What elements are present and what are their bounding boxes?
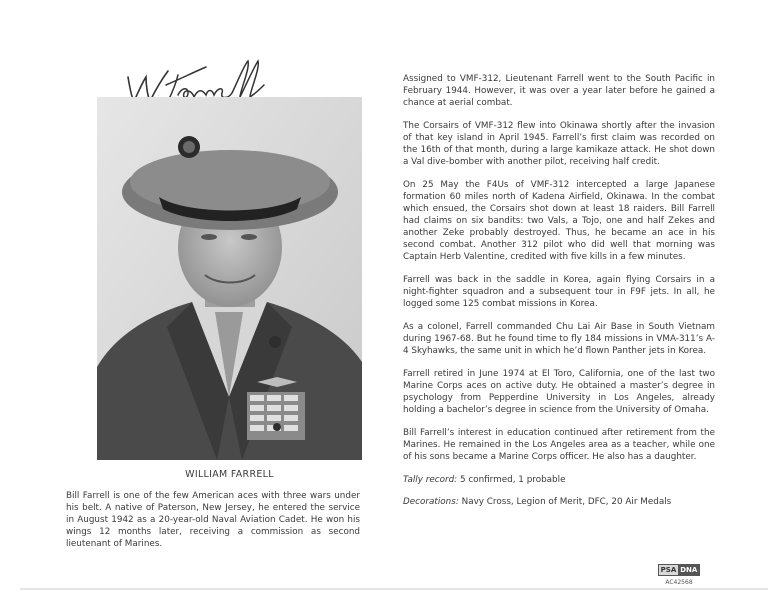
bio-paragraph-3: On 25 May the F4Us of VMF-312 intercepted a large Japanese formation 60 miles north of Kadena Airfield, Okinawa. In the combat which ensued, the Corsairs shot down at least 18 raiders. Bill Farrell had claims on six bandits: two Vals, a Tojo, one and half Zekes and another Zeke probably destroyed. Thus, he became an ace in his second combat. Another 312 pilot who did well that morning was Captain Herb Valentine, credited with five kills in a few minutes.: [403, 180, 715, 262]
decorations-value: Navy Cross, Legion of Merit, DFC, 20 Air Medals: [461, 497, 672, 507]
tally-value: 5 confirmed, 1 probable: [459, 475, 566, 485]
decorations: [403, 496, 715, 508]
bio-paragraph-2: The Corsairs of VMF-312 flew into Okinawa shortly after the invasion of that key island in April 1945. Farrell’s first claim was recorded on the 16th of that month, during a large kamikaze attack. He shot down a Val dive-bomber with another pilot, receiving half credit.: [403, 121, 715, 167]
bio-paragraph-7: Bill Farrell’s interest in education continued after retirement from the Marines. He remained in the Los Angeles area as a teacher, while one of his sons became a Marine Corps officer. He also has a daughter.: [403, 428, 715, 462]
biography-column: [403, 73, 715, 518]
bio-paragraph-1: Assigned to VMF-312, Lieutenant Farrell went to the South Pacific in February 1944. However, it was over a year later before he gained a chance at aerial combat.: [403, 74, 715, 108]
psa-logo-text: PSA: [660, 566, 677, 574]
tally-record: [403, 474, 715, 486]
decorations-label: Decorations:: [403, 497, 459, 507]
bio-paragraph-5: As a colonel, Farrell commanded Chu Lai Air Base in South Vietnam during 1967-68. But he found time to fly 184 missions in VMA-311’s A-4 Skyhawks, the same unit in which he’d flown Panther jets in Korea.: [403, 322, 715, 356]
bio-paragraph-6: Farrell retired in June 1974 at El Toro, California, one of the last two Marine Corps aces on active duty. He obtained a master’s degree in psychology from Pepperdine University in Los Angeles, already holding a bachelor’s degree in science from the University of Omaha.: [403, 369, 715, 415]
portrait-photo: [97, 97, 362, 460]
tally-label: Tally record:: [403, 475, 458, 485]
certification-serial: AC42568: [665, 579, 693, 586]
dna-logo-text: DNA: [680, 566, 698, 574]
bio-paragraph-4: Farrell was back in the saddle in Korea, again flying Corsairs in a night-fighter squadron and a subsequent tour in F9F jets. In all, he logged some 125 combat missions in Korea.: [403, 275, 715, 309]
authentication-sticker: [654, 557, 704, 586]
photo-caption: WILLIAM FARRELL: [185, 469, 274, 480]
intro-paragraph: Bill Farrell is one of the few American aces with three wars under his belt. A native of Paterson, New Jersey, he entered the service in August 1942 as a 20-year-old Naval Aviation Cadet. He won his wings 12 months later, receiving a commission as second lieutenant of Marines.: [66, 491, 360, 549]
psa-dna-logo: [658, 564, 701, 576]
page-edge-shadow: [20, 588, 768, 590]
